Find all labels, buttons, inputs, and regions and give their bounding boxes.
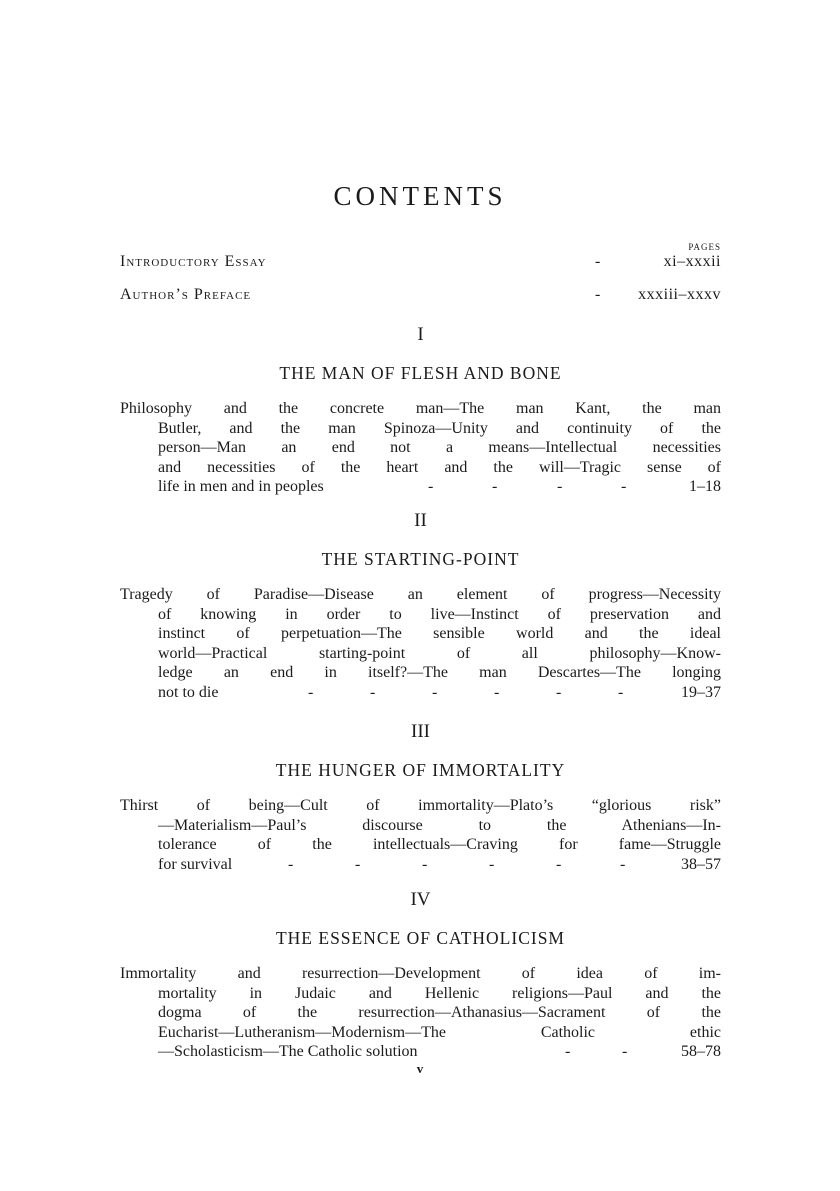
chapter-summary <box>120 399 721 497</box>
chapter-pages: 19–37 <box>681 683 721 701</box>
summary-line: Philosophy and the concrete man—The man Kant, the man <box>120 400 721 417</box>
summary-line-text: not to die <box>158 683 219 701</box>
toc-entry-label: Introductory Essay <box>120 253 267 270</box>
summary-line: Tragedy of Paradise—Disease an element of progress—Necessity <box>120 586 721 603</box>
chapter-title[interactable]: THE MAN OF FLESH AND BONE <box>279 363 562 383</box>
chapter-3 <box>120 720 721 874</box>
toc-entry-introductory-essay[interactable] <box>120 250 721 274</box>
chapter-pages: 1–18 <box>689 478 721 495</box>
leader-dot: - <box>595 286 601 303</box>
chapter-pages: 38–57 <box>681 855 721 873</box>
chapter-2 <box>120 509 721 702</box>
chapter-number: I <box>417 324 424 345</box>
leader-dot: - <box>565 1043 571 1060</box>
summary-line: world—Practical starting-point of all philosophy—Know- <box>158 644 721 662</box>
summary-line: mortality in Judaic and Hellenic religions—Paul and the <box>158 984 721 1002</box>
leader-dot: - <box>422 855 428 873</box>
leader-dot: - <box>370 683 376 701</box>
leader-dot: - <box>595 253 601 270</box>
leader-dot: - <box>355 855 361 873</box>
leader-dot: - <box>492 478 498 495</box>
leader-dot: - <box>557 478 563 495</box>
summary-line: Eucharist—Lutheranism—Modernism—The Catholic ethic <box>158 1023 721 1041</box>
summary-line <box>120 1042 721 1062</box>
chapter-number: IV <box>410 889 431 910</box>
page-title: CONTENTS <box>333 181 507 211</box>
summary-line-text: life in men and in peoples <box>158 478 324 495</box>
summary-line: dogma of the resurrection—Athanasius—Sacrament of the <box>158 1004 721 1021</box>
chapter-1 <box>120 323 721 497</box>
leader-dot: - <box>308 683 314 701</box>
summary-line-text: for survival <box>158 855 233 873</box>
chapter-title[interactable]: THE STARTING-POINT <box>321 549 520 569</box>
chapter-title[interactable]: THE ESSENCE OF CATHOLICISM <box>275 928 565 948</box>
chapter-number: III <box>411 721 430 742</box>
leader-dot: - <box>432 683 438 701</box>
summary-line: Thirst of being—Cult of immortality—Plato’s “glorious risk” <box>120 797 721 814</box>
summary-line <box>120 683 721 703</box>
leader-dot: - <box>621 478 627 495</box>
summary-line <box>120 477 721 497</box>
chapter-summary <box>120 964 721 1062</box>
chapter-title[interactable]: THE HUNGER OF IMMORTALITY <box>275 760 566 780</box>
toc-entry-pages: xxxiii–xxxv <box>638 286 721 303</box>
toc-entry-pages: xi–xxxii <box>663 253 721 270</box>
summary-line: person—Man an end not a means—Intellectual necessities <box>158 439 721 456</box>
summary-line: instinct of perpetuation—The sensible world and the ideal <box>158 625 721 642</box>
summary-line: of knowing in order to live—Instinct of preservation and <box>158 605 721 623</box>
chapter-4 <box>120 888 721 1062</box>
summary-line: and necessities of the heart and the will—Tragic sense of <box>158 458 721 476</box>
chapter-pages: 58–78 <box>681 1043 721 1060</box>
toc-entry-label: Author’s Preface <box>120 286 252 303</box>
leader-dot: - <box>428 478 434 495</box>
pages-column-header: PAGES <box>688 242 721 252</box>
chapter-number: II <box>414 510 427 531</box>
chapter-summary <box>120 796 721 874</box>
leader-dot: - <box>556 855 562 873</box>
leader-dot: - <box>622 1043 628 1060</box>
summary-line: Butler, and the man Spinoza—Unity and continuity of the <box>158 419 721 437</box>
leader-dot: - <box>288 855 294 873</box>
leader-dot: - <box>489 855 495 873</box>
page-number: v <box>416 1061 424 1076</box>
chapter-summary <box>120 585 721 702</box>
leader-dot: - <box>618 683 624 701</box>
leader-dot: - <box>620 855 626 873</box>
summary-line: Immortality and resurrection—Development of idea of im- <box>120 965 721 982</box>
summary-line-text: —Scholasticism—The Catholic solution <box>158 1043 418 1060</box>
summary-line <box>120 855 721 875</box>
leader-dot: - <box>494 683 500 701</box>
summary-line: ledge an end in itself?—The man Descartes—The longing <box>158 664 721 681</box>
summary-line: tolerance of the intellectuals—Craving for fame—Struggle <box>158 836 721 853</box>
leader-dot: - <box>556 683 562 701</box>
toc-entry-authors-preface[interactable] <box>120 283 721 307</box>
summary-line: —Materialism—Paul’s discourse to the Athenians—In- <box>158 816 721 834</box>
